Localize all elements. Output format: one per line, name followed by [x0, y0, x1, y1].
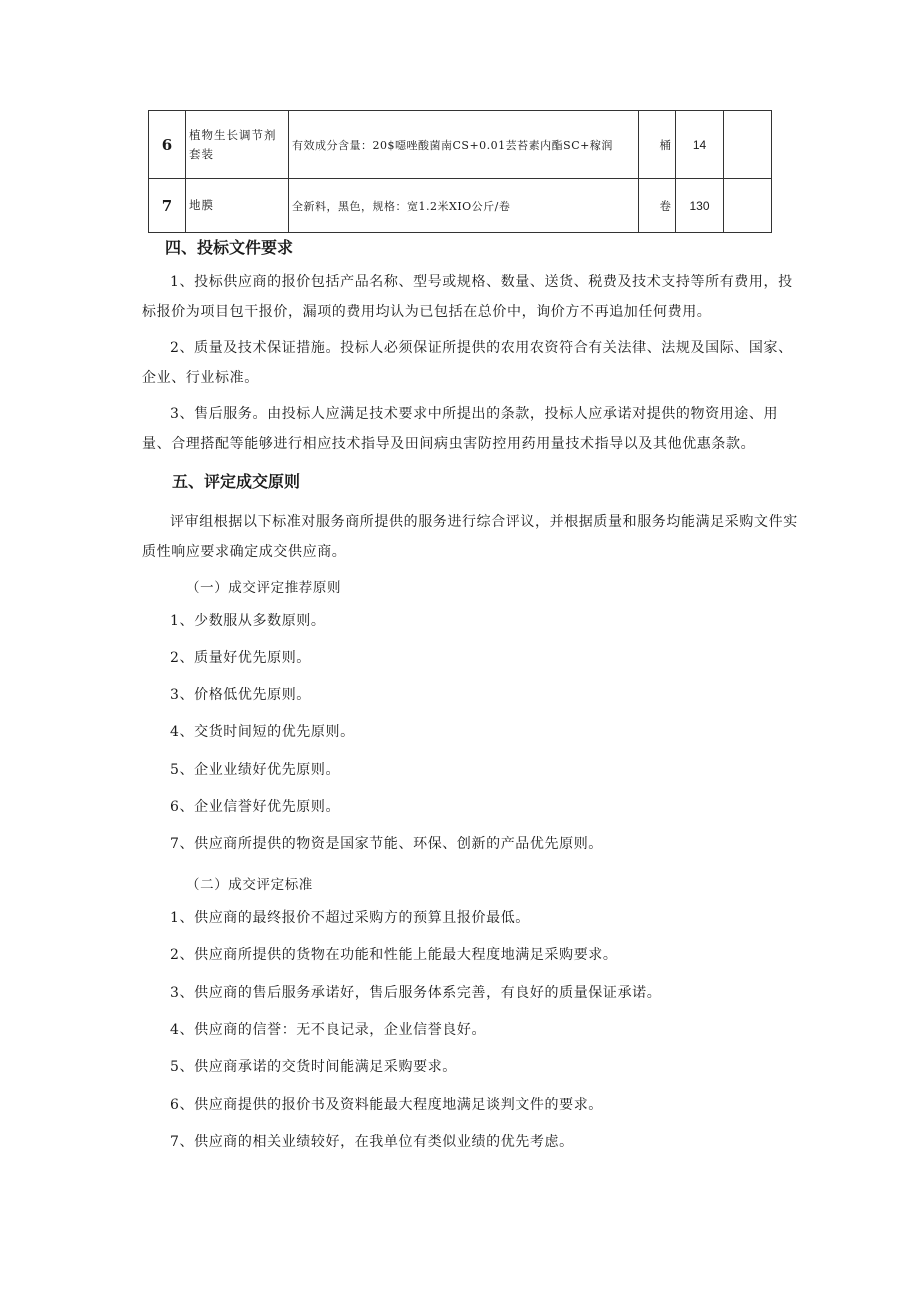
- list-item: 5、供应商承诺的交货时间能满足采购要求。: [170, 1059, 457, 1075]
- item-unit: 卷: [639, 179, 676, 233]
- list-item: 5、企业业绩好优先原则。: [170, 762, 341, 778]
- list-item: 2、供应商所提供的货物在功能和性能上能最大程度地满足采购要求。: [170, 947, 618, 963]
- list-item: 6、供应商提供的报价书及资料能最大程度地满足谈判文件的要求。: [170, 1097, 603, 1113]
- table-row: [149, 111, 772, 179]
- list-item: 4、供应商的信誉：无不良记录，企业信誉良好。: [170, 1022, 487, 1038]
- item-unit: 桶: [639, 111, 676, 179]
- section-5-intro: 评审组根据以下标准对服务商所提供的服务进行综合评议，并根据质量和服务均能满足采购文件实质性响应要求确定成交供应商。: [142, 514, 798, 560]
- item-quantity: 14: [676, 111, 724, 179]
- list-item: 6、企业信誉好优先原则。: [170, 799, 341, 815]
- section-4-paragraph: 3、售后服务。由投标人应满足技术要求中所提出的条款，投标人应承诺对提供的物资用途、用量、合理搭配等能够进行相应技术指导及田间病虫害防控用药用量技术指导以及其他优惠条款。: [142, 406, 779, 452]
- subsection-title: （一）成交评定推荐原则: [186, 580, 342, 596]
- item-spec: 全新料，黑色，规格：宽1.2米XIO公斤/卷: [289, 179, 639, 233]
- section-4-heading: 四、投标文件要求: [165, 238, 294, 257]
- subsection-title: （二）成交评定标准: [186, 877, 313, 893]
- section-5-heading: 五、评定成交原则: [172, 472, 301, 491]
- item-extra: [724, 179, 772, 233]
- item-spec: 有效成分含量：20$噁唑酸菌南CS+0.01芸苔素内酯SC+稼润: [289, 111, 639, 179]
- section-4-paragraph: 1、投标供应商的报价包括产品名称、型号或规格、数量、送货、税费及技术支持等所有费用，投标报价为项目包干报价，漏项的费用均认为已包括在总价中，询价方不再追加任何费用。: [142, 274, 793, 320]
- row-number: 6: [149, 111, 186, 179]
- list-item: 1、供应商的最终报价不超过采购方的预算且报价最低。: [170, 910, 530, 926]
- list-item: 3、价格低优先原则。: [170, 687, 311, 703]
- list-item: 7、供应商的相关业绩较好，在我单位有类似业绩的优先考虑。: [170, 1134, 574, 1150]
- list-item: 3、供应商的售后服务承诺好，售后服务体系完善，有良好的质量保证承诺。: [170, 985, 662, 1001]
- section-4-paragraph: 2、质量及技术保证措施。投标人必须保证所提供的农用农资符合有关法律、法规及国际、国家、企业、行业标准。: [142, 340, 793, 386]
- list-item: 7、供应商所提供的物资是国家节能、环保、创新的产品优先原则。: [170, 836, 603, 852]
- list-item: 1、少数服从多数原则。: [170, 613, 326, 629]
- item-name: 植物生长调节剂套装: [186, 111, 289, 179]
- list-item: 4、交货时间短的优先原则。: [170, 724, 355, 740]
- list-item: 2、质量好优先原则。: [170, 650, 311, 666]
- item-name: 地膜: [186, 179, 289, 233]
- items-table: [148, 110, 772, 233]
- table-row: [149, 179, 772, 233]
- item-extra: [724, 111, 772, 179]
- item-quantity: 130: [676, 179, 724, 233]
- row-number: 7: [149, 179, 186, 233]
